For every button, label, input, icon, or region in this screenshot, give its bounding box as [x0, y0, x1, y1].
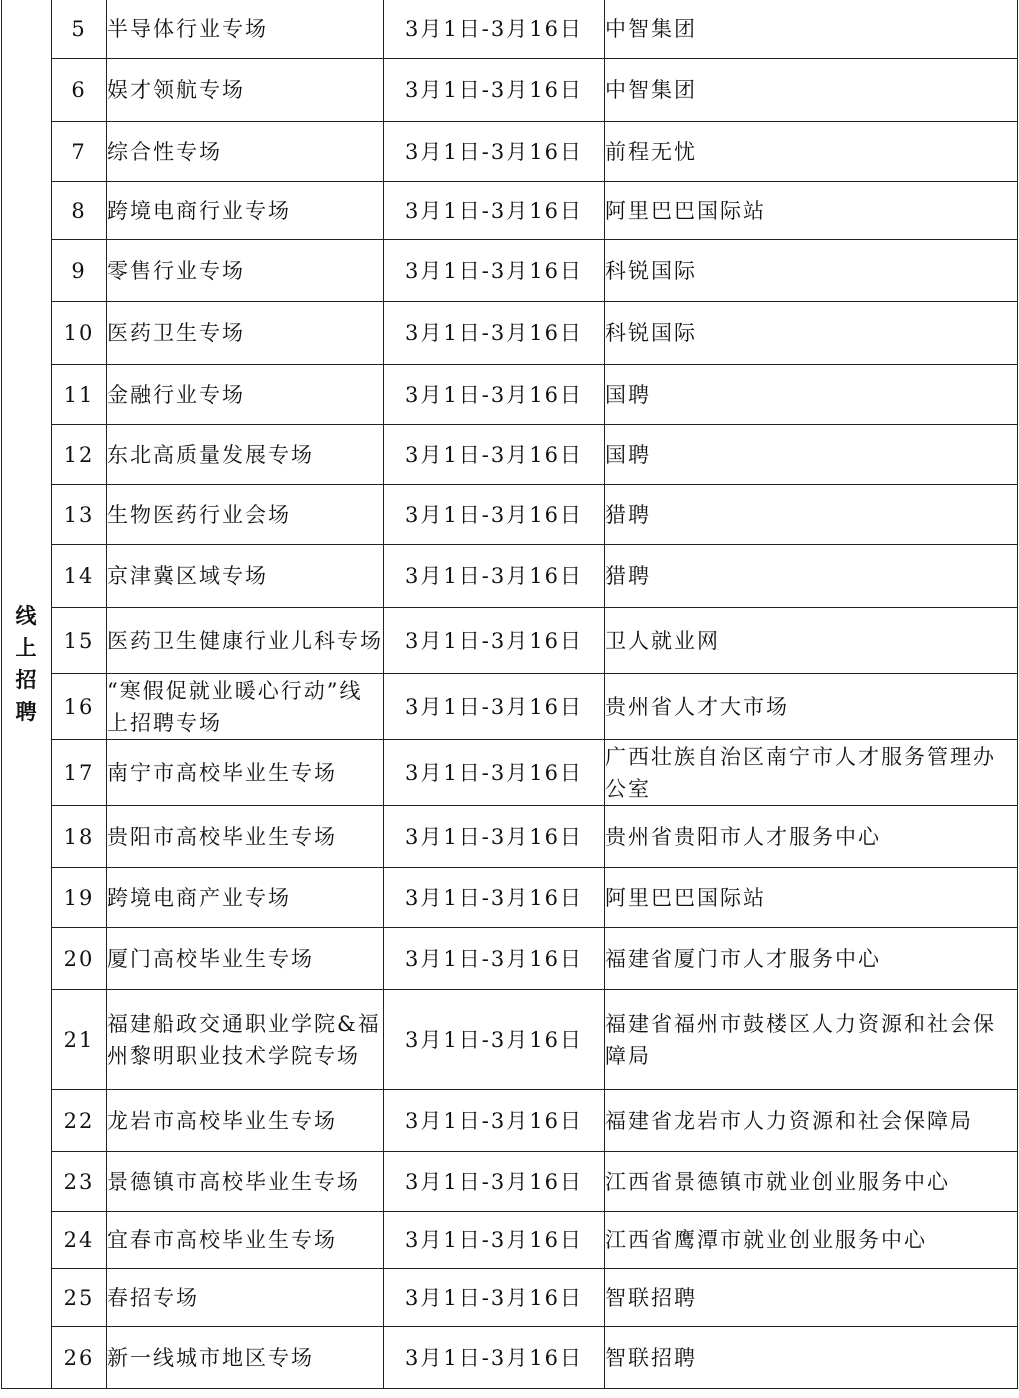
session-name-cell: 春招专场: [107, 1269, 384, 1327]
table-row: [2, 182, 1018, 240]
session-date-cell: 3月1日-3月16日: [384, 545, 605, 608]
organizer-cell: 江西省鹰潭市就业创业服务中心: [605, 1212, 1018, 1269]
table-row: [2, 806, 1018, 868]
row-number-cell: 14: [52, 545, 107, 608]
row-number-cell: 24: [52, 1212, 107, 1269]
row-number-cell: 7: [52, 122, 107, 182]
table-row: [2, 740, 1018, 806]
table-row: [2, 122, 1018, 182]
session-name-cell: 景德镇市高校毕业生专场: [107, 1152, 384, 1212]
session-date-cell: 3月1日-3月16日: [384, 0, 605, 59]
table-row: [2, 1090, 1018, 1152]
session-name-cell: 半导体行业专场: [107, 0, 384, 59]
session-name-cell: 贵阳市高校毕业生专场: [107, 806, 384, 868]
row-number-cell: 18: [52, 806, 107, 868]
session-date-cell: 3月1日-3月16日: [384, 485, 605, 545]
organizer-cell: 阿里巴巴国际站: [605, 868, 1018, 928]
row-number-cell: 16: [52, 674, 107, 740]
table-row: [2, 1327, 1018, 1389]
session-name-cell: 医药卫生健康行业儿科专场: [107, 608, 384, 674]
row-number-cell: 8: [52, 182, 107, 240]
session-name-cell: 南宁市高校毕业生专场: [107, 740, 384, 806]
organizer-cell: 猎聘: [605, 545, 1018, 608]
organizer-cell: 猎聘: [605, 485, 1018, 545]
category-cell: [2, 0, 52, 1389]
table-row: [2, 674, 1018, 740]
organizer-cell: 福建省福州市鼓楼区人力资源和社会保障局: [605, 990, 1018, 1090]
session-date-cell: 3月1日-3月16日: [384, 608, 605, 674]
session-date-cell: 3月1日-3月16日: [384, 806, 605, 868]
session-date-cell: 3月1日-3月16日: [384, 1327, 605, 1389]
organizer-cell: 贵州省贵阳市人才服务中心: [605, 806, 1018, 868]
organizer-cell: 科锐国际: [605, 302, 1018, 365]
row-number-cell: 22: [52, 1090, 107, 1152]
session-name-cell: 娱才领航专场: [107, 59, 384, 122]
organizer-cell: 卫人就业网: [605, 608, 1018, 674]
organizer-cell: 智联招聘: [605, 1327, 1018, 1389]
row-number-cell: 26: [52, 1327, 107, 1389]
session-date-cell: 3月1日-3月16日: [384, 365, 605, 425]
session-name-cell: 跨境电商产业专场: [107, 868, 384, 928]
session-date-cell: 3月1日-3月16日: [384, 240, 605, 302]
row-number-cell: 13: [52, 485, 107, 545]
session-date-cell: 3月1日-3月16日: [384, 1152, 605, 1212]
row-number-cell: 23: [52, 1152, 107, 1212]
table-row: [2, 302, 1018, 365]
session-name-cell: 龙岩市高校毕业生专场: [107, 1090, 384, 1152]
row-number-cell: 6: [52, 59, 107, 122]
organizer-cell: 贵州省人才大市场: [605, 674, 1018, 740]
organizer-cell: 江西省景德镇市就业创业服务中心: [605, 1152, 1018, 1212]
table-row: [2, 1152, 1018, 1212]
table-row: [2, 485, 1018, 545]
organizer-cell: 科锐国际: [605, 240, 1018, 302]
organizer-cell: 福建省厦门市人才服务中心: [605, 928, 1018, 990]
table-row: [2, 365, 1018, 425]
session-name-cell: 宜春市高校毕业生专场: [107, 1212, 384, 1269]
row-number-cell: 19: [52, 868, 107, 928]
row-number-cell: 25: [52, 1269, 107, 1327]
session-date-cell: 3月1日-3月16日: [384, 990, 605, 1090]
session-date-cell: 3月1日-3月16日: [384, 302, 605, 365]
session-name-cell: “寒假促就业暖心行动”线上招聘专场: [107, 674, 384, 740]
row-number-cell: 21: [52, 990, 107, 1090]
recruitment-schedule-table: [1, 0, 1018, 1389]
table-row: [2, 240, 1018, 302]
table-row: [2, 1212, 1018, 1269]
row-number-cell: 11: [52, 365, 107, 425]
session-date-cell: 3月1日-3月16日: [384, 1269, 605, 1327]
category-label: 线上招聘: [15, 602, 39, 724]
table-row: [2, 0, 1018, 59]
session-name-cell: 综合性专场: [107, 122, 384, 182]
table-row: [2, 1269, 1018, 1327]
table-row: [2, 608, 1018, 674]
session-date-cell: 3月1日-3月16日: [384, 674, 605, 740]
session-date-cell: 3月1日-3月16日: [384, 928, 605, 990]
row-number-cell: 9: [52, 240, 107, 302]
session-date-cell: 3月1日-3月16日: [384, 425, 605, 485]
session-name-cell: 东北高质量发展专场: [107, 425, 384, 485]
row-number-cell: 20: [52, 928, 107, 990]
organizer-cell: 阿里巴巴国际站: [605, 182, 1018, 240]
row-number-cell: 17: [52, 740, 107, 806]
organizer-cell: 国聘: [605, 365, 1018, 425]
row-number-cell: 12: [52, 425, 107, 485]
session-name-cell: 医药卫生专场: [107, 302, 384, 365]
row-number-cell: 5: [52, 0, 107, 59]
session-name-cell: 跨境电商行业专场: [107, 182, 384, 240]
organizer-cell: 前程无忧: [605, 122, 1018, 182]
session-name-cell: 零售行业专场: [107, 240, 384, 302]
session-date-cell: 3月1日-3月16日: [384, 182, 605, 240]
table-row: [2, 425, 1018, 485]
session-name-cell: 生物医药行业会场: [107, 485, 384, 545]
table-row: [2, 990, 1018, 1090]
session-date-cell: 3月1日-3月16日: [384, 59, 605, 122]
row-number-cell: 10: [52, 302, 107, 365]
session-date-cell: 3月1日-3月16日: [384, 1212, 605, 1269]
table-row: [2, 928, 1018, 990]
table-row: [2, 59, 1018, 122]
session-date-cell: 3月1日-3月16日: [384, 122, 605, 182]
table-row: [2, 545, 1018, 608]
row-number-cell: 15: [52, 608, 107, 674]
organizer-cell: 国聘: [605, 425, 1018, 485]
session-name-cell: 京津冀区域专场: [107, 545, 384, 608]
table-row: [2, 868, 1018, 928]
session-name-cell: 新一线城市地区专场: [107, 1327, 384, 1389]
organizer-cell: 福建省龙岩市人力资源和社会保障局: [605, 1090, 1018, 1152]
organizer-cell: 中智集团: [605, 59, 1018, 122]
session-date-cell: 3月1日-3月16日: [384, 868, 605, 928]
session-date-cell: 3月1日-3月16日: [384, 1090, 605, 1152]
session-name-cell: 厦门高校毕业生专场: [107, 928, 384, 990]
organizer-cell: 广西壮族自治区南宁市人才服务管理办公室: [605, 740, 1018, 806]
organizer-cell: 智联招聘: [605, 1269, 1018, 1327]
session-name-cell: 福建船政交通职业学院&福州黎明职业技术学院专场: [107, 990, 384, 1090]
session-date-cell: 3月1日-3月16日: [384, 740, 605, 806]
organizer-cell: 中智集团: [605, 0, 1018, 59]
session-name-cell: 金融行业专场: [107, 365, 384, 425]
